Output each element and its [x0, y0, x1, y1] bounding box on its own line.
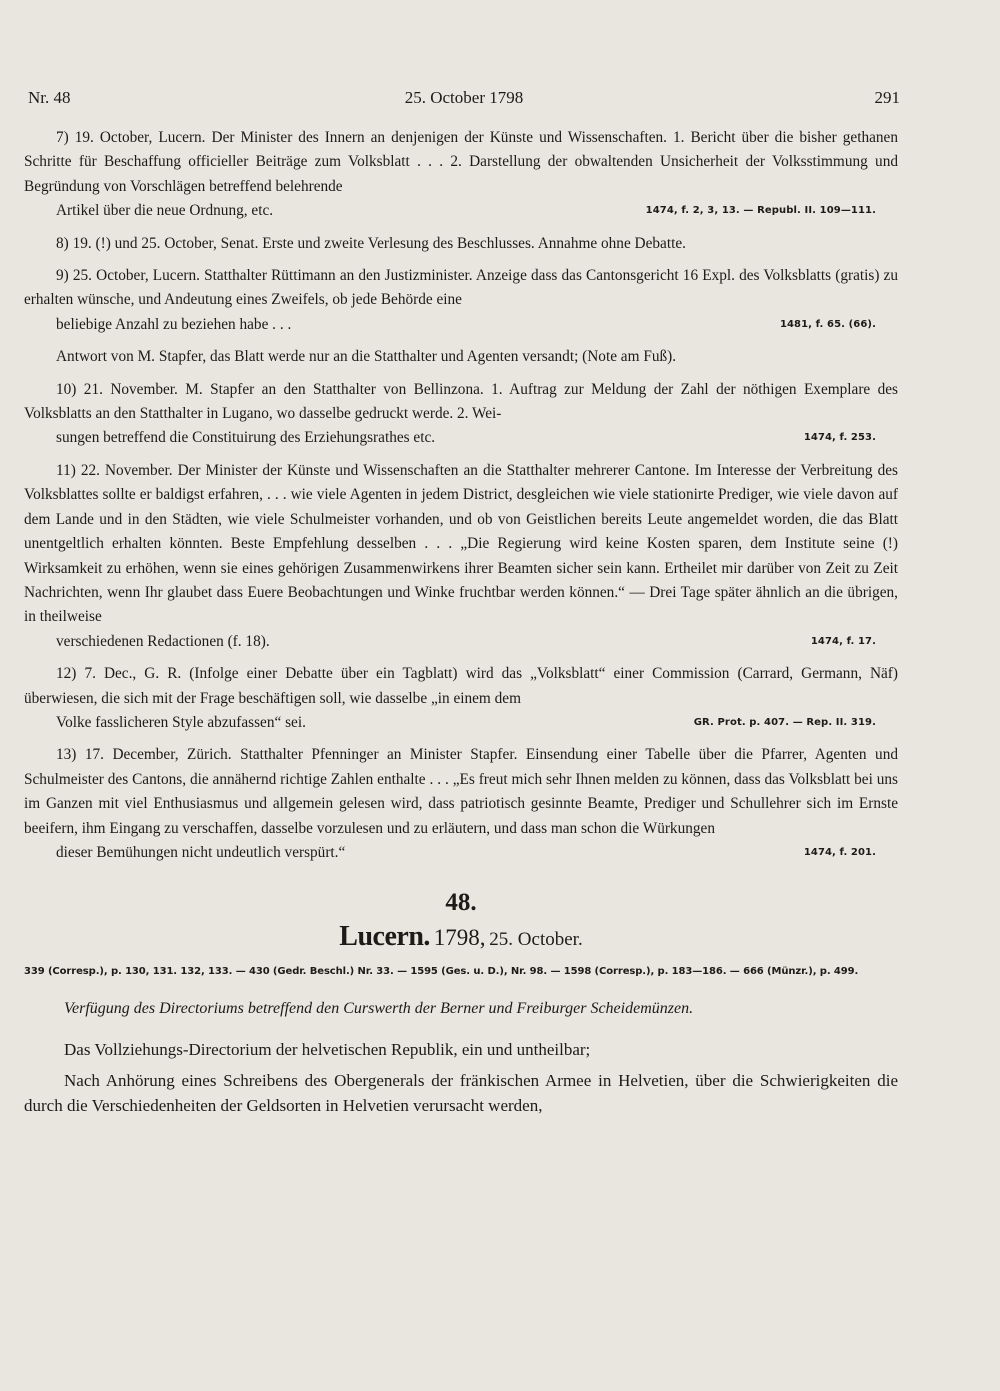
- page-number: 291: [874, 88, 900, 107]
- entry-last-line: 8) 19. (!) und 25. October, Senat. Erste und zweite Verlesung des Beschlusses. Annahme ohne Debatte.: [56, 234, 686, 252]
- entry-9: [24, 264, 898, 337]
- archive-reference: 1474, f. 253.: [803, 432, 876, 444]
- entry-text: 11) 22. November. Der Minister der Künste und Wissenschaften an die Statthalter mehrerer Cantone. Im Interesse der Verbreitung des Volksblattes sollte er baldigst erfahren, . . . wie viele Agenten in jedem District, desgleichen wie viele stationirte Prediger, wie viele davon auf dem Lande und in den Städten, wie viele Schulmeister vorhanden, und ob von Geistlichen bereits Leute angemeldet worden, die das Blatt unentgeltlich erhalten könnten. Beste Empfehlung desselben . . . „Die Regierung wird keine Kosten sparen, dem Institute seine (!) Wirksamkeit zu erhöhen, wenn sie eines gehörigen Zusammenwirkens ihrer Beamten sicher sein kann. Ertheilet mir darüber von Zeit zu Zeit Nachrichten, wenn Ihr glaubet dass Euere Beobachtungen und Winke fruchtbar werden können.“ — Drei Tage später ähnlich an die übrigen, in theilweise: [24, 461, 898, 626]
- entry-last-line: sungen betreffend die Constituirung des Erziehungsrathes etc.: [56, 429, 436, 447]
- entry-9-answer: [24, 345, 898, 369]
- document-number: 48.: [445, 889, 477, 917]
- document-heading: [24, 919, 898, 959]
- document-year: 1798,: [433, 925, 486, 951]
- entry-last-line: verschiedenen Redactionen (f. 18).: [56, 632, 270, 650]
- document-place: Lucern.: [339, 921, 430, 953]
- header-date: 25. October 1798: [404, 88, 524, 107]
- entry-10: [24, 378, 898, 451]
- source-references: 339 (Corresp.), p. 130, 131. 132, 133. — 430 (Gedr. Beschl.) Nr. 33. — 1595 (Ges. u. D.), Nr. 98. — 1598 (Corresp.), p. 183—186. — 666 (Münzr.), p. 499.: [24, 966, 859, 978]
- entry-text: 10) 21. November. M. Stapfer an den Statthalter von Bellinzona. 1. Auftrag zur Meldung der Zahl der nöthigen Exemplare des Volksblatts an den Statthalter in Lugano, wo dasselbe gedruckt werde. 2. Wei-: [24, 380, 898, 423]
- body-paragraph: Das Vollziehungs-Directorium der helvetischen Republik, ein und untheilbar;: [64, 1040, 591, 1060]
- archive-reference: 1474, f. 201.: [803, 846, 876, 858]
- archive-reference: GR. Prot. p. 407. — Rep. II. 319.: [693, 716, 876, 728]
- entry-text: 9) 25. October, Lucern. Statthalter Rüttimann an den Justizminister. Anzeige dass das Cantonsgericht 16 Expl. des Volksblatts (gratis) zu erhalten wünsche, und Andeutung eines Zweifels, ob jede Behörde eine: [24, 267, 898, 309]
- archive-reference: 1474, f. 2, 3, 13. — Republ. II. 109—111.: [645, 205, 876, 217]
- entry-last-line: Antwort von M. Stapfer, das Blatt werde nur an die Statthalter und Agenten versandt; (Note am Fuß).: [56, 348, 677, 366]
- entry-11: [24, 459, 898, 654]
- entry-last-line: dieser Bemühungen nicht undeutlich verspürt.“: [56, 843, 346, 861]
- archive-reference: 1474, f. 17.: [810, 635, 876, 647]
- entry-last-line: beliebige Anzahl zu beziehen habe . . .: [56, 315, 292, 333]
- entry-last-line: Artikel über die neue Ordnung, etc.: [56, 202, 274, 220]
- entry-13: [24, 743, 898, 865]
- entry-7: [24, 126, 898, 224]
- archive-reference: [864, 232, 898, 256]
- entry-8: [24, 232, 898, 256]
- archive-reference: 1481, f. 65. (66).: [779, 318, 876, 330]
- page-body: [24, 126, 898, 1118]
- archive-reference: [864, 345, 898, 369]
- header-document-number: Nr. 48: [28, 88, 71, 107]
- entry-text: 7) 19. October, Lucern. Der Minister des Innern an denjenigen der Künste und Wissenschaften. 1. Bericht über die bisher gethanen Schritte für Beschaffung officieller Beiträge zum Volksblatt . . . 2. Darstellung der obwaltenden Unsicherheit der Volksstimmung und Begründung von Vorschlägen betreffend belehrende: [24, 129, 898, 195]
- document-subject: Verfügung des Directoriums betreffend den Curswerth der Berner und Freiburger Scheidemünzen.: [64, 1000, 694, 1018]
- entry-text: 13) 17. December, Zürich. Statthalter Pfenninger an Minister Stapfer. Einsendung einer Tabelle über die Pfarrer, Agenten und Schulmeister des Cantons, die annähernd richtige Zahlen enthalte . . . „Es freut mich sehr Ihnen melden zu können, dass das Volksblatt bei uns im Ganzen mit viel Enthusiasmus und allgemein gelesen wird, dass patriotisch gesinnte Beamte, Prediger und Schullehrer sich im Ernste beeifern, ihm Eingang zu verschaffen, dasselbe vorzulesen und zu erläutern, und dass man schon die Würkungen: [24, 746, 898, 837]
- entry-text: 12) 7. Dec., G. R. (Infolge einer Debatte über ein Tagblatt) wird das „Volksblatt“ einer Commission (Carrard, Germann, Näf) überwiesen, die sich mit der Frage beschäftigen soll, wie dasselbe „in einem dem: [24, 665, 898, 707]
- page-header: [28, 88, 900, 114]
- entry-list: [24, 126, 898, 865]
- entry-last-line: Volke fasslicheren Style abzufassen“ sei.: [56, 713, 306, 731]
- body-paragraph: Nach Anhörung eines Schreibens des Obergenerals der fränkischen Armee in Helvetien, über die Schwierigkeiten die durch die Verschiedenheiten der Geldsorten in Helvetien verursacht werden,: [24, 1071, 898, 1116]
- document-date: 25. October.: [489, 929, 583, 951]
- entry-12: [24, 662, 898, 735]
